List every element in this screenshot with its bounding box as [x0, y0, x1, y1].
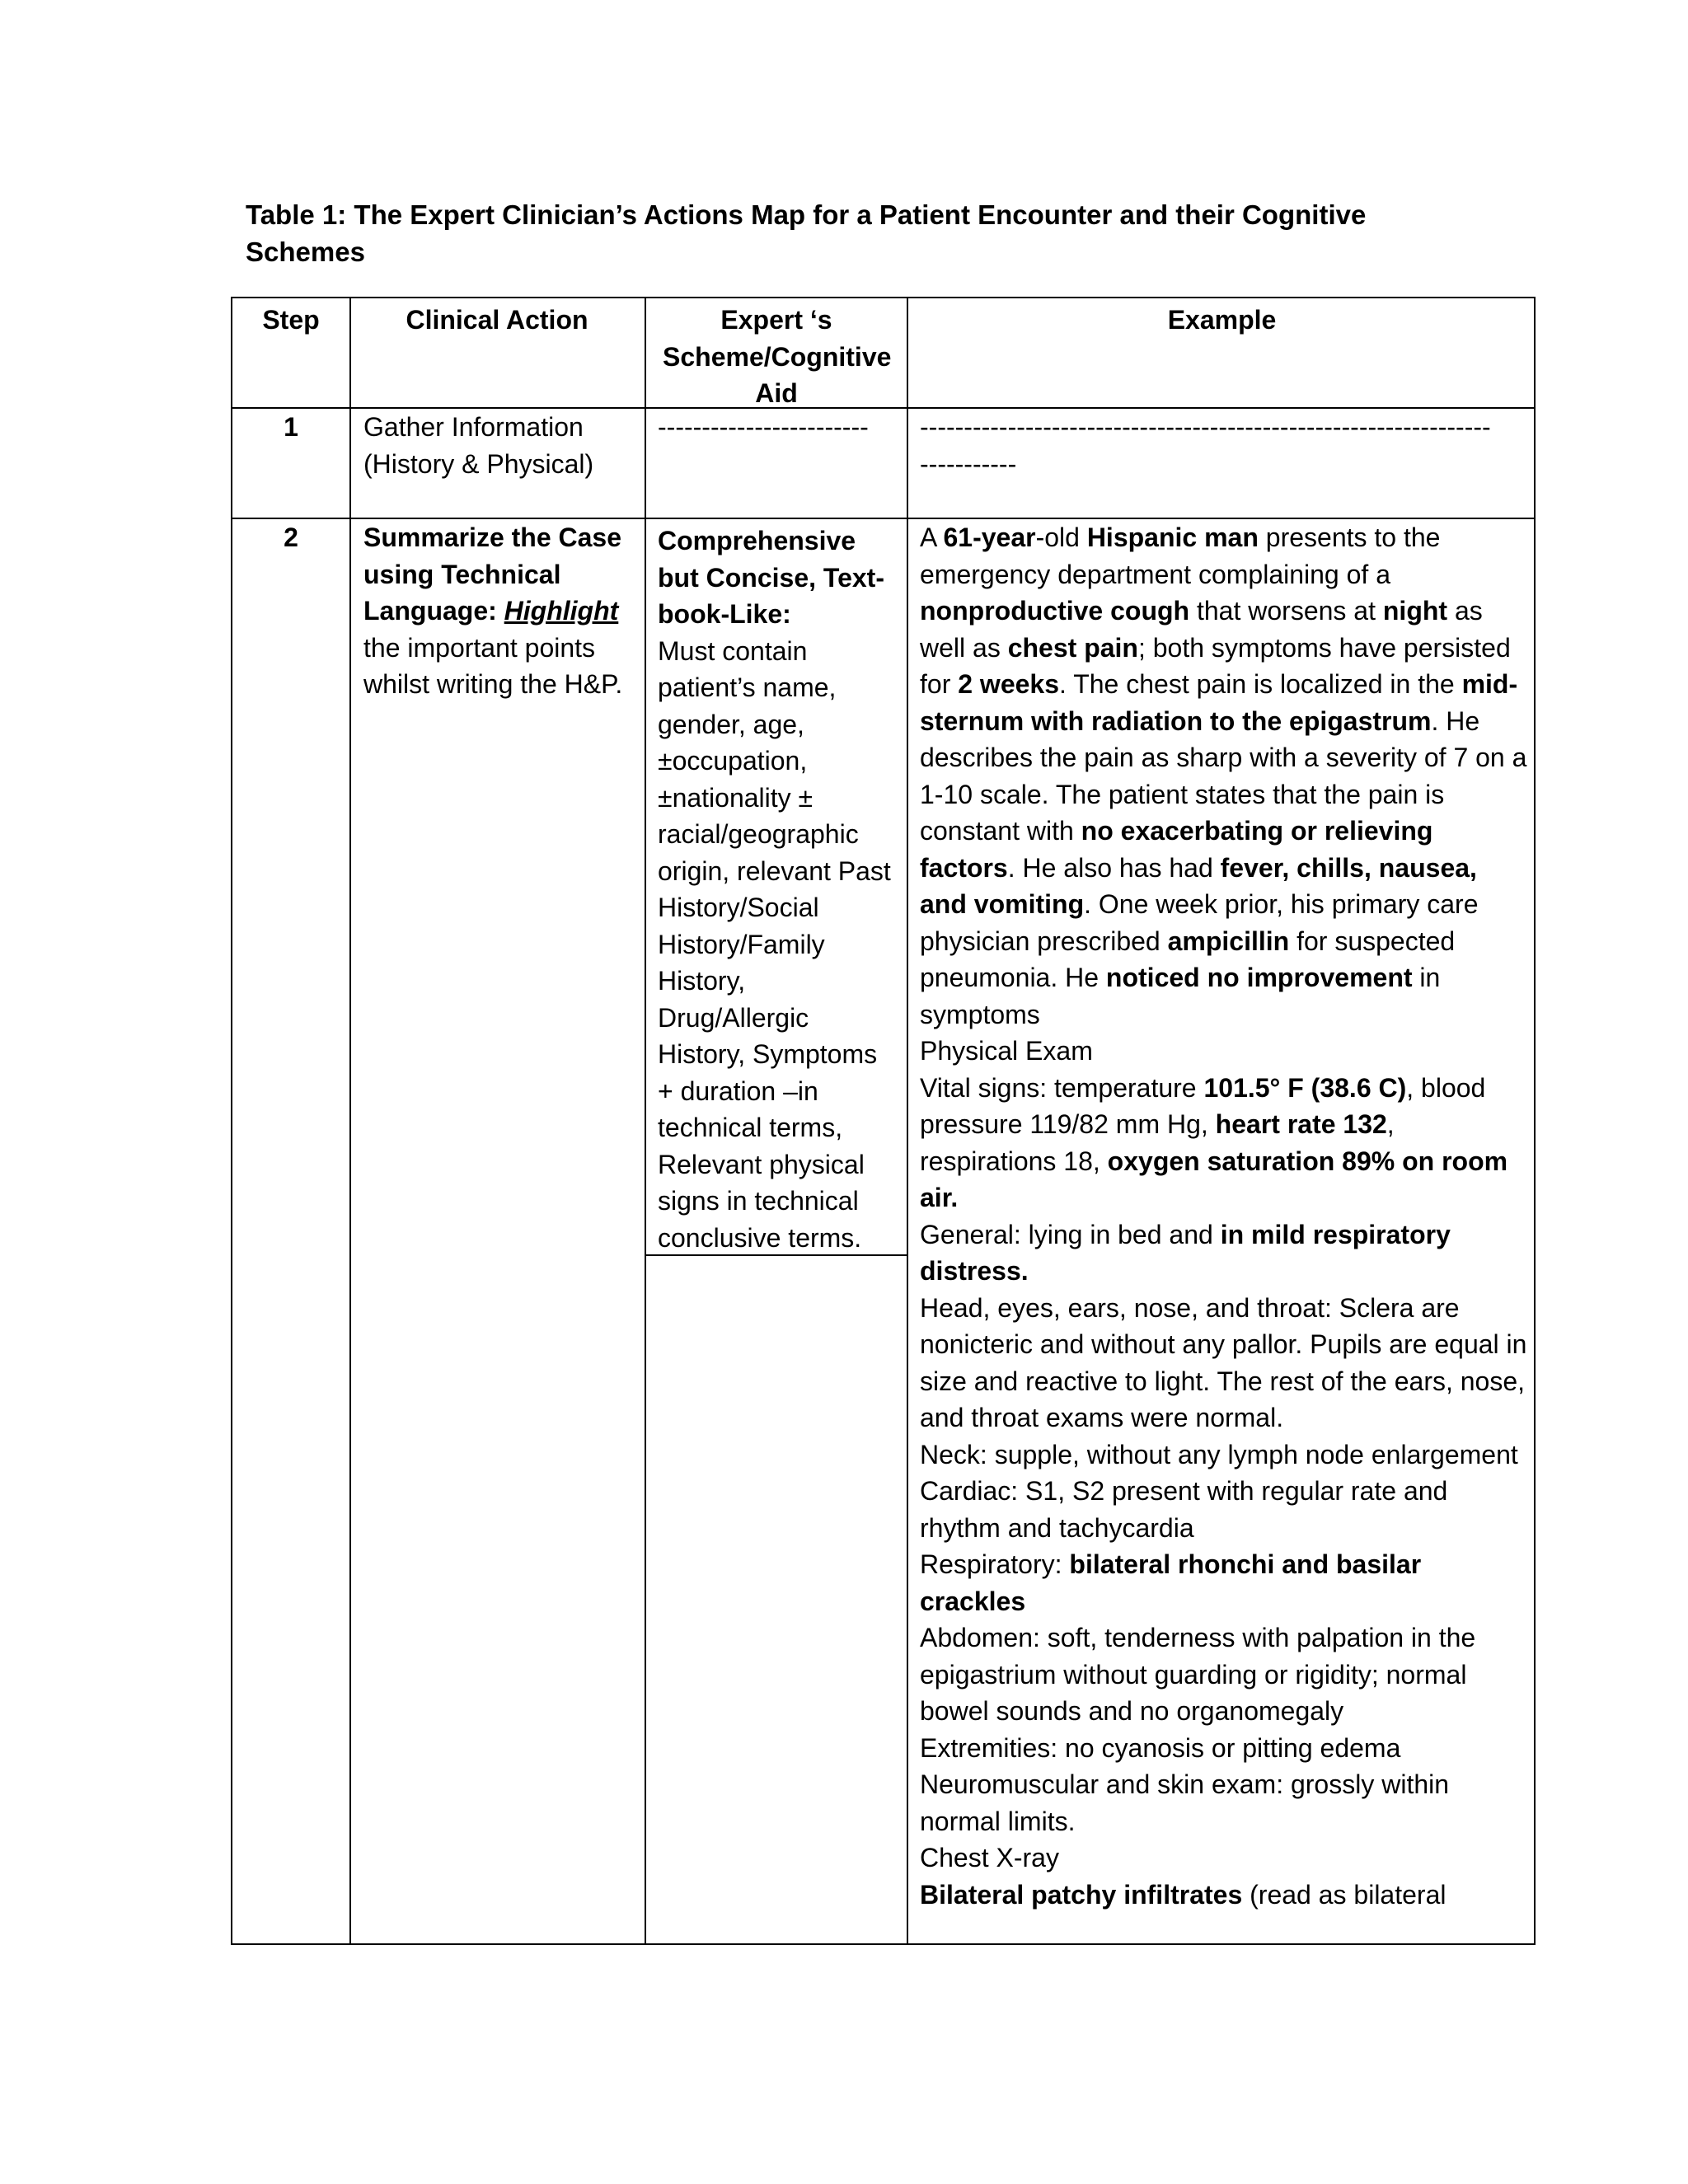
row1-example-dashes-1: ----------------------------------------------------------------- [920, 412, 1491, 442]
row1-scheme: ------------------------ [658, 412, 869, 442]
example-abdomen: Abdomen: soft, tenderness with palpation in the epigastrium without guarding or rigidity; normal bowel sounds and no organomegaly [920, 1623, 1476, 1726]
example-physical-exam-title: Physical Exam [920, 1036, 1093, 1066]
row2-scheme-rest: Must contain patient’s name, gender, age, ±occupation, ±nationality ± racial/geographic origin, relevant Past History/Social History/Family History, Drug/Allergic History, Symptoms + duration –in technical terms, Relevant physical signs in technical conclusive terms. [658, 635, 891, 1253]
row2-scheme [658, 523, 898, 1256]
header-clinical-action: Clinical Action [406, 305, 588, 335]
row1-example-dashes-2: ----------- [920, 448, 1017, 479]
column-divider-2 [645, 298, 646, 1943]
row2-example [920, 519, 1530, 1913]
example-neuromuscular: Neuromuscular and skin exam: grossly within normal limits. [920, 1769, 1450, 1836]
row1-example [920, 409, 1530, 482]
column-divider-3 [907, 298, 908, 1943]
row2-clinical-action [363, 519, 640, 703]
row1-clinical-action: Gather Information (History & Physical) [363, 412, 594, 479]
example-vital-signs: Vital signs: temperature 101.5° F (38.6 C), blood pressure 119/82 mm Hg, heart rate 132, respirations 18, oxygen saturation 89% on room air. [920, 1072, 1508, 1212]
example-general: General: lying in bed and in mild respiratory distress. [920, 1219, 1451, 1286]
row2-action-highlight: Highlight [504, 596, 619, 626]
actions-map-table [231, 297, 1536, 1945]
example-cardiac: Cardiac: S1, S2 present with regular rate and rhythm and tachycardia [920, 1476, 1448, 1543]
example-extremities: Extremities: no cyanosis or pitting edema [920, 1732, 1401, 1763]
header-step: Step [262, 305, 320, 335]
example-chest-xray-title: Chest X-ray [920, 1843, 1059, 1872]
row2-step: 2 [284, 523, 298, 552]
header-example: Example [1167, 305, 1277, 335]
example-chest-xray: Bilateral patchy infiltrates (read as bilateral [920, 1879, 1447, 1910]
example-heent: Head, eyes, ears, nose, and throat: Sclera are nonicteric and without any pallor. Pupils are equal in size and reactive to light. The rest of the ears, nose, and throat exams were normal. [920, 1292, 1527, 1432]
example-history-paragraph: A 61-year-old Hispanic man presents to the emergency department complaining of a nonproductive cough that worsens at night as well as chest pain; both symptoms have persisted for 2 weeks. The chest pain is localized in the mid-sternum with radiation to the epigastrum. He describes the pain as sharp with a severity of 7 on a 1-10 scale. The patient states that the pain is constant with no exacerbating or relieving factors. He also has had fever, chills, nausea, and vomiting. One week prior, his primary care physician prescribed ampicillin for suspected pneumonia. He noticed no improvement in symptoms [920, 523, 1527, 1029]
example-respiratory: Respiratory: bilateral rhonchi and basilar crackles [920, 1549, 1422, 1616]
row2-scheme-bold: Comprehensive but Concise, Text-book-Like: [658, 526, 884, 629]
row1-step: 1 [284, 412, 298, 442]
row2-action-bold: Summarize the Case using Technical Language: [363, 523, 622, 626]
header-expert-scheme: Expert ‘s Scheme/Cognitive Aid [663, 305, 892, 408]
example-neck: Neck: supple, without any lymph node enlargement [920, 1439, 1518, 1469]
row2-action-rest: the important points whilst writing the H&P. [363, 632, 623, 699]
column-divider-1 [349, 298, 351, 1943]
table-title: Table 1: The Expert Clinician’s Actions Map for a Patient Encounter and their Cognitive Schemes [246, 199, 1367, 267]
